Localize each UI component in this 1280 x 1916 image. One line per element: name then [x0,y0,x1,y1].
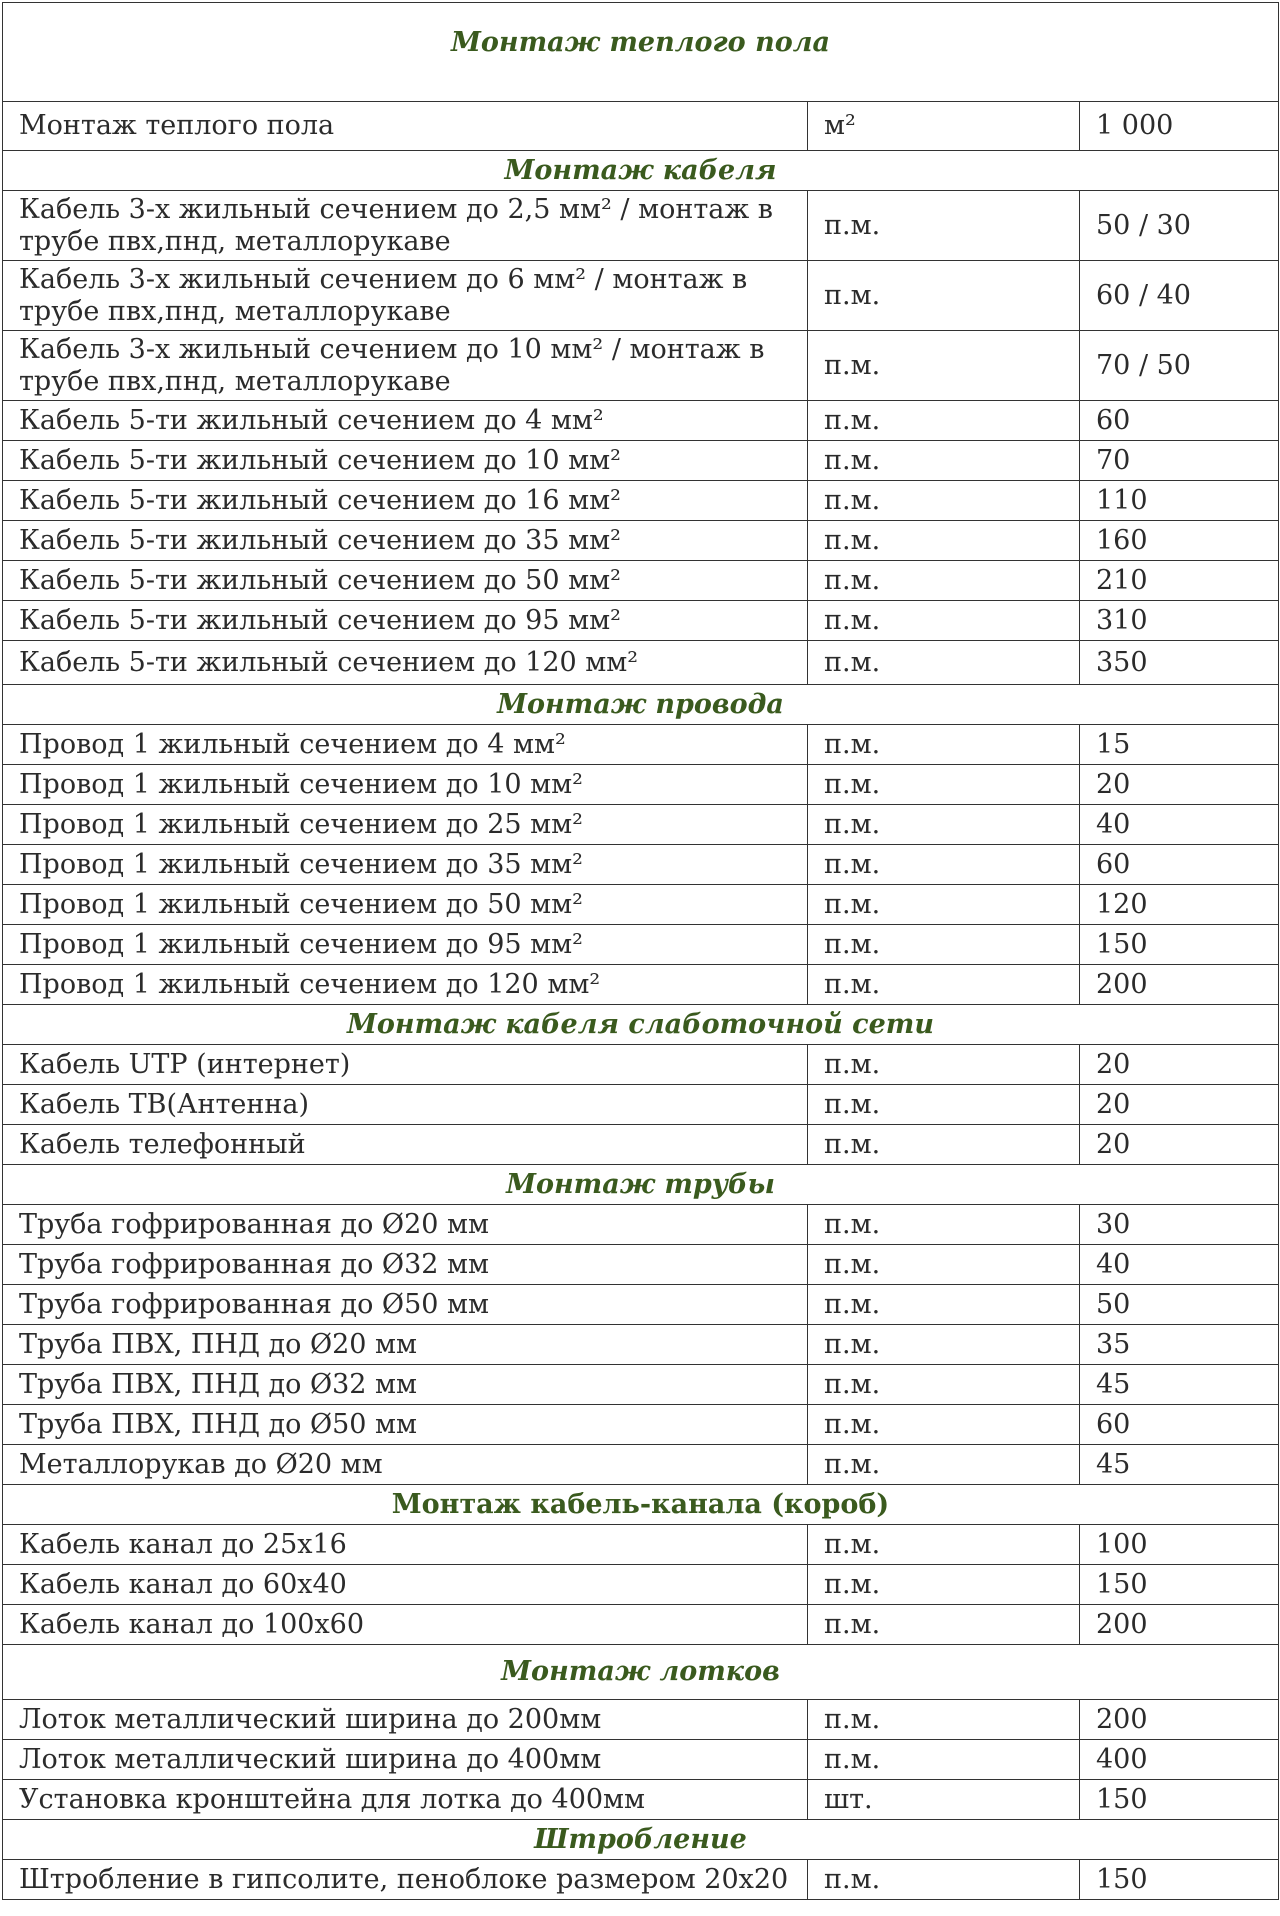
section-header-row [3,685,1279,725]
item-unit: п.м. [808,191,1080,261]
table-row [3,521,1279,561]
item-name: Кабель канал до 60х40 [3,1565,808,1605]
item-unit: п.м. [808,965,1080,1005]
section-title: Монтаж провода [3,685,1279,725]
item-unit: п.м. [808,261,1080,331]
table-row [3,845,1279,885]
item-price: 120 [1080,885,1279,925]
item-name: Лоток металлический ширина до 400мм [3,1740,808,1780]
item-name: Труба гофрированная до Ø32 мм [3,1245,808,1285]
item-name: Провод 1 жильный сечением до 95 мм² [3,925,808,965]
item-unit: п.м. [808,521,1080,561]
table-row [3,261,1279,331]
item-name: Провод 1 жильный сечением до 120 мм² [3,965,808,1005]
item-name: Кабель 5-ти жильный сечением до 10 мм² [3,441,808,481]
table-row [3,1445,1279,1485]
item-name: Кабель канал до 25х16 [3,1525,808,1565]
item-name: Штробление в гипсолите, пеноблоке размером 20х20 [3,1860,808,1900]
item-unit: п.м. [808,1245,1080,1285]
item-unit: п.м. [808,441,1080,481]
item-unit: п.м. [808,1605,1080,1645]
item-unit: п.м. [808,1285,1080,1325]
item-name: Кабель UTP (интернет) [3,1045,808,1085]
item-name: Провод 1 жильный сечением до 4 мм² [3,725,808,765]
item-name: Монтаж теплого пола [3,102,808,151]
item-name: Кабель 5-ти жильный сечением до 35 мм² [3,521,808,561]
table-row [3,1565,1279,1605]
table-row [3,1780,1279,1820]
table-row [3,725,1279,765]
item-unit: п.м. [808,1445,1080,1485]
table-row [3,641,1279,685]
item-unit: п.м. [808,401,1080,441]
item-name: Провод 1 жильный сечением до 35 мм² [3,845,808,885]
table-row [3,1325,1279,1365]
section-title: Монтаж лотков [3,1645,1279,1700]
item-name: Кабель 3-х жильный сечением до 10 мм² / монтаж в трубе пвх,пнд, металлорукаве [3,331,808,401]
item-name: Кабель телефонный [3,1125,808,1165]
item-price: 200 [1080,965,1279,1005]
item-price: 110 [1080,481,1279,521]
item-price: 35 [1080,1325,1279,1365]
table-row [3,765,1279,805]
item-unit: п.м. [808,331,1080,401]
section-header-row [3,1005,1279,1045]
item-name: Кабель канал до 100х60 [3,1605,808,1645]
table-row [3,1740,1279,1780]
item-price: 200 [1080,1605,1279,1645]
item-price: 45 [1080,1445,1279,1485]
item-price: 15 [1080,725,1279,765]
item-name: Провод 1 жильный сечением до 25 мм² [3,805,808,845]
item-name: Металлорукав до Ø20 мм [3,1445,808,1485]
item-name: Провод 1 жильный сечением до 10 мм² [3,765,808,805]
item-unit: п.м. [808,1405,1080,1445]
item-name: Кабель 5-ти жильный сечением до 16 мм² [3,481,808,521]
item-unit: п.м. [808,845,1080,885]
section-header-row [3,1165,1279,1205]
item-name: Труба ПВХ, ПНД до Ø50 мм [3,1405,808,1445]
item-price: 100 [1080,1525,1279,1565]
section-title: Монтаж кабеля [3,151,1279,191]
table-row [3,1125,1279,1165]
item-unit: п.м. [808,1125,1080,1165]
item-price: 45 [1080,1365,1279,1405]
item-name: Кабель ТВ(Антенна) [3,1085,808,1125]
item-unit: п.м. [808,561,1080,601]
table-row [3,1365,1279,1405]
table-row [3,1405,1279,1445]
item-unit: п.м. [808,1045,1080,1085]
section-title: Монтаж кабель-канала (короб) [3,1485,1279,1525]
section-header-row [3,1485,1279,1525]
item-price: 50 [1080,1285,1279,1325]
item-price: 60 [1080,845,1279,885]
price-table [2,2,1279,1900]
item-price: 20 [1080,1045,1279,1085]
item-name: Кабель 5-ти жильный сечением до 50 мм² [3,561,808,601]
table-row [3,1245,1279,1285]
section-header-row [3,1645,1279,1700]
item-price: 70 / 50 [1080,331,1279,401]
item-unit: п.м. [808,641,1080,685]
item-price: 60 [1080,1405,1279,1445]
item-name: Труба гофрированная до Ø50 мм [3,1285,808,1325]
item-unit: п.м. [808,1365,1080,1405]
table-row [3,441,1279,481]
item-price: 1 000 [1080,102,1279,151]
item-price: 40 [1080,805,1279,845]
section-header-row [3,1820,1279,1860]
item-name: Труба ПВХ, ПНД до Ø20 мм [3,1325,808,1365]
item-unit: п.м. [808,1860,1080,1900]
table-row [3,805,1279,845]
table-row [3,1085,1279,1125]
item-price: 20 [1080,1085,1279,1125]
table-row [3,601,1279,641]
item-name: Провод 1 жильный сечением до 50 мм² [3,885,808,925]
item-price: 20 [1080,765,1279,805]
item-unit: м² [808,102,1080,151]
item-name: Установка кронштейна для лотка до 400мм [3,1780,808,1820]
item-price: 40 [1080,1245,1279,1285]
table-row [3,1525,1279,1565]
item-price: 150 [1080,925,1279,965]
item-price: 20 [1080,1125,1279,1165]
table-row [3,102,1279,151]
section-title: Монтаж теплого пола [3,3,1279,102]
item-price: 150 [1080,1565,1279,1605]
item-price: 210 [1080,561,1279,601]
price-table-body [3,3,1279,1900]
item-name: Труба ПВХ, ПНД до Ø32 мм [3,1365,808,1405]
item-name: Лоток металлический ширина до 200мм [3,1700,808,1740]
table-row [3,925,1279,965]
item-price: 50 / 30 [1080,191,1279,261]
table-row [3,1605,1279,1645]
item-price: 60 / 40 [1080,261,1279,331]
section-header-row [3,151,1279,191]
item-unit: шт. [808,1780,1080,1820]
table-row [3,1860,1279,1900]
item-unit: п.м. [808,805,1080,845]
item-unit: п.м. [808,1740,1080,1780]
item-unit: п.м. [808,925,1080,965]
item-unit: п.м. [808,601,1080,641]
item-price: 70 [1080,441,1279,481]
table-row [3,481,1279,521]
table-row [3,561,1279,601]
item-unit: п.м. [808,885,1080,925]
item-unit: п.м. [808,1085,1080,1125]
item-unit: п.м. [808,1700,1080,1740]
item-price: 160 [1080,521,1279,561]
item-unit: п.м. [808,1565,1080,1605]
item-unit: п.м. [808,481,1080,521]
table-row [3,965,1279,1005]
table-row [3,1205,1279,1245]
table-row [3,401,1279,441]
table-row [3,885,1279,925]
item-price: 30 [1080,1205,1279,1245]
item-unit: п.м. [808,1325,1080,1365]
item-price: 150 [1080,1780,1279,1820]
item-name: Кабель 3-х жильный сечением до 2,5 мм² / монтаж в трубе пвх,пнд, металлорукаве [3,191,808,261]
item-price: 200 [1080,1700,1279,1740]
section-title: Монтаж трубы [3,1165,1279,1205]
table-row [3,1700,1279,1740]
section-header-row [3,3,1279,102]
item-price: 400 [1080,1740,1279,1780]
item-price: 310 [1080,601,1279,641]
item-unit: п.м. [808,725,1080,765]
item-price: 60 [1080,401,1279,441]
section-title: Штробление [3,1820,1279,1860]
item-unit: п.м. [808,765,1080,805]
table-row [3,191,1279,261]
item-name: Кабель 5-ти жильный сечением до 95 мм² [3,601,808,641]
section-title: Монтаж кабеля слаботочной сети [3,1005,1279,1045]
item-name: Кабель 5-ти жильный сечением до 120 мм² [3,641,808,685]
item-name: Кабель 5-ти жильный сечением до 4 мм² [3,401,808,441]
item-price: 150 [1080,1860,1279,1900]
table-row [3,331,1279,401]
table-row [3,1045,1279,1085]
table-row [3,1285,1279,1325]
item-unit: п.м. [808,1205,1080,1245]
item-price: 350 [1080,641,1279,685]
item-name: Труба гофрированная до Ø20 мм [3,1205,808,1245]
item-unit: п.м. [808,1525,1080,1565]
item-name: Кабель 3-х жильный сечением до 6 мм² / монтаж в трубе пвх,пнд, металлорукаве [3,261,808,331]
